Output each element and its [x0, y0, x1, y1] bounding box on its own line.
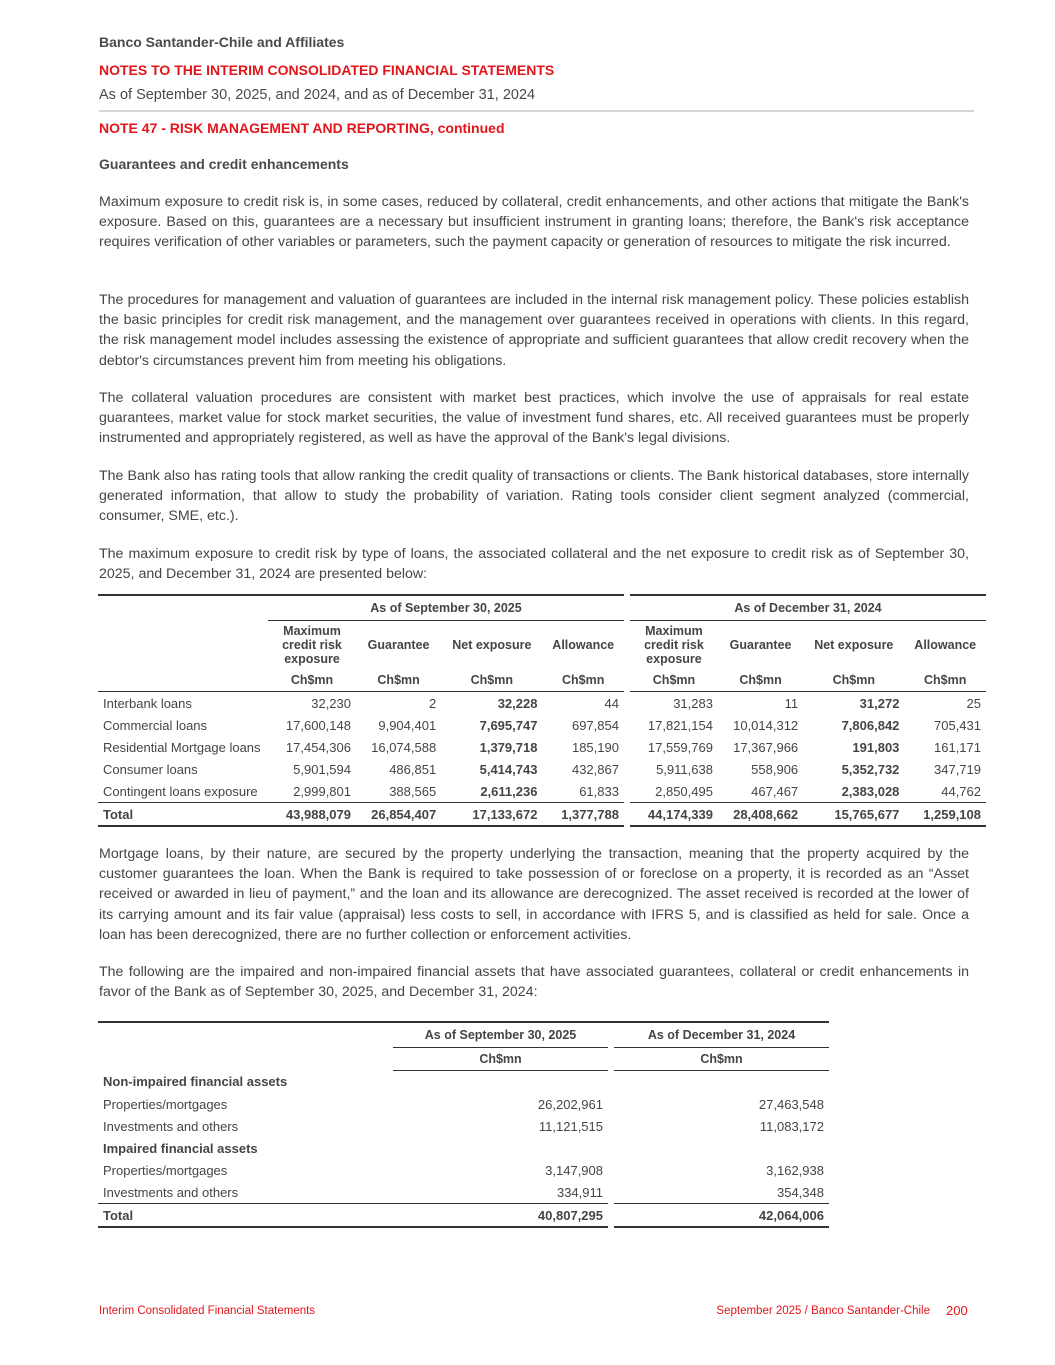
paragraph: The procedures for management and valuation of guarantees are included in the internal risk management policy. These policies establish the basic principles for credit risk management, and the management over guarantees received in operations with clients. In this regard, the risk management model includes assessing the existence of appropriate and sufficient guarantees that allow credit recovery when the debtor's circumstances prevent him from meeting his obligations. [99, 292, 969, 369]
header-divider [99, 110, 974, 112]
company-name: Banco Santander-Chile and Affiliates [99, 34, 345, 50]
table-corner [98, 595, 268, 621]
table-row: Contingent loans exposure 2,999,801 388,565 2,611,236 61,833 2,850,495 467,467 2,383,028 44,762 [103, 783, 981, 799]
paragraph: Mortgage loans, by their nature, are secured by the property underlying the transaction, meaning that the property acquired by the customer guarantees the loan. When the Bank is required to take possession of or foreclose on a property, it is recorded as an “Asset received or awarded in lieu of payment,” and the loan and its allowance are derecognized. The asset received is recorded at the lower of its carrying amount and its fair value (appraisal) less costs to sell, in accordance with IFRS 5, and is classified as held for sale. Once a loan has been derecognized, there are no further collection or enforcement activities. [99, 846, 969, 943]
footer-date-company: September 2025 / Banco Santander-Chile [716, 1305, 930, 1317]
notes-title: NOTES TO THE INTERIM CONSOLIDATED FINANCIAL STATEMENTS [99, 62, 555, 78]
footer-document-title: Interim Consolidated Financial Statements [99, 1305, 316, 1317]
credit-exposure-table [98, 594, 986, 827]
table-row: Investments and others 11,121,515 11,083,172 [103, 1118, 824, 1134]
as-of-date: As of September 30, 2025, and 2024, and as of December 31, 2024 [99, 87, 536, 103]
table-total-row: Total 43,988,079 26,854,407 17,133,672 1,377,788 44,174,339 28,408,662 15,765,677 1,259,108 [98, 803, 986, 827]
guarantee-assets-table [98, 1021, 829, 1228]
column-header: Guarantee [367, 638, 430, 652]
column-header: Net exposure [814, 638, 894, 652]
paragraph: Maximum exposure to credit risk is, in some cases, reduced by collateral, credit enhancements, and other actions that mitigate the Bank's exposure. Based on this, guarantees are a necessary but insufficient instrument in granting loans; therefore, the Bank's risk acceptance requires verification of other variables or parameters, such the payment capacity or generation of resources to mitigate the risk incurred. [99, 194, 969, 251]
page-number: 200 [946, 1303, 968, 1318]
section-row: Non-impaired financial assets [103, 1074, 288, 1090]
paragraph: The following are the impaired and non-impaired financial assets that have associated guarantees, collateral or credit enhancements in favor of the Bank as of September 30, 2025, and December 31, 2024: [99, 964, 969, 1001]
table-row: Commercial loans 17,600,148 9,904,401 7,695,747 697,854 17,821,154 10,014,312 7,806,842 705,431 [103, 717, 981, 733]
table-row: Properties/mortgages 26,202,961 27,463,548 [103, 1096, 824, 1112]
paragraph: The maximum exposure to credit risk by type of loans, the associated collateral and the net exposure to credit risk as of September 30, 2025, and December 31, 2024 are presented below: [99, 546, 969, 583]
paragraph: The collateral valuation procedures are consistent with market best practices, which involve the use of appraisals for real estate guarantees, market value for stock market securities, the value of investment fund shares, etc. All received guarantees must be properly instrumented and appropriately registered, as well as have the approval of the Bank's legal divisions. [99, 390, 969, 447]
group-header-dec-2024: As of December 31, 2024 [630, 595, 986, 621]
unit-label: Ch$mn [904, 669, 986, 692]
unit-label: Ch$mn [542, 669, 624, 692]
unit-label: Ch$mn [393, 1048, 608, 1071]
column-header: As of September 30, 2025 [393, 1022, 608, 1048]
table-row: Investments and others 334,911 354,348 [103, 1184, 824, 1200]
unit-label: Ch$mn [718, 669, 803, 692]
section-row: Impaired financial assets [103, 1140, 258, 1156]
unit-label: Ch$mn [614, 1048, 829, 1071]
column-header: Net exposure [452, 638, 532, 652]
column-header: Allowance [552, 638, 615, 652]
column-header: Maximum credit risk exposure [282, 624, 342, 666]
unit-label: Ch$mn [356, 669, 441, 692]
paragraph: The Bank also has rating tools that allow ranking the credit quality of transactions or clients. The Bank historical databases, store internally generated information, that allow to study the probability of variation. Rating tools consider client segment analyzed (commercial, consumer, SME, etc.). [99, 468, 969, 525]
table-total-row: Total 40,807,295 42,064,006 [98, 1204, 829, 1228]
column-header: Allowance [914, 638, 977, 652]
column-header: As of December 31, 2024 [614, 1022, 829, 1048]
table-row: Interbank loans 32,230 2 32,228 44 31,283 11 31,272 25 [103, 695, 981, 711]
table-row: Properties/mortgages 3,147,908 3,162,938 [103, 1162, 824, 1178]
table-row: Residential Mortgage loans 17,454,306 16,074,588 1,379,718 185,190 17,559,769 17,367,966 191,803 161,171 [103, 739, 981, 755]
unit-label: Ch$mn [630, 669, 718, 692]
unit-label: Ch$mn [441, 669, 542, 692]
group-header-sep-2025: As of September 30, 2025 [268, 595, 624, 621]
column-header: Guarantee [729, 638, 792, 652]
section-title: Guarantees and credit enhancements [99, 156, 349, 172]
column-header: Maximum credit risk exposure [644, 624, 704, 666]
unit-label: Ch$mn [803, 669, 904, 692]
table-row: Consumer loans 5,901,594 486,851 5,414,743 432,867 5,911,638 558,906 5,352,732 347,719 [103, 761, 981, 777]
note-title: NOTE 47 - RISK MANAGEMENT AND REPORTING, continued [99, 120, 505, 136]
unit-label: Ch$mn [268, 669, 356, 692]
